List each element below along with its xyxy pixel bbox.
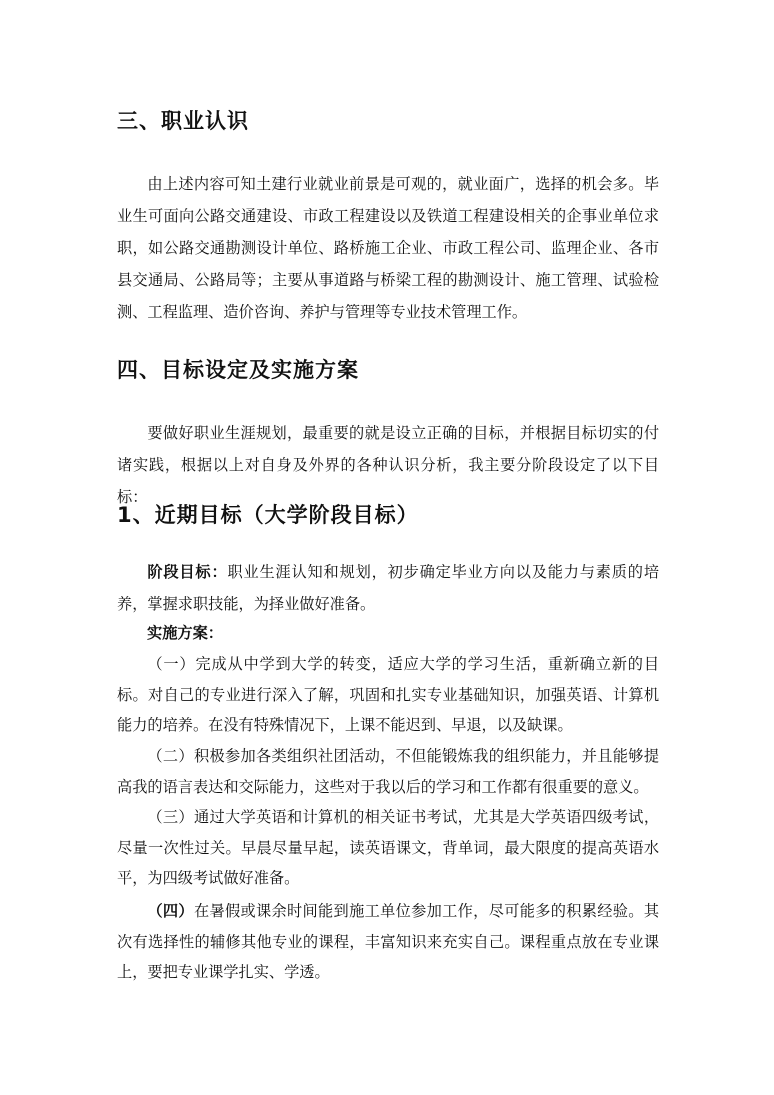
section-heading-short-term: 1、近期目标（大学阶段目标）: [117, 503, 419, 527]
plan-item-text: 积极参加各类组织社团活动，不但能锻炼我的组织能力，并且能够提高我的语言表达和交际能力，这些对于我以后的学习和工作都有很重要的意义。: [117, 747, 660, 796]
plan-item-marker: （二）: [147, 747, 194, 765]
stage-goal-label: 阶段目标：: [147, 563, 228, 581]
plan-item-marker: （四）: [147, 902, 194, 920]
stage-goal-text: 职业生涯认知和规划，初步确定毕业方向以及能力与素质的培养，掌握求职技能，为择业做好准备。: [117, 563, 660, 613]
plan-item-text: 通过大学英语和计算机的相关证书考试，尤其是大学英语四级考试，尽量一次性过关。早晨尽量早起，读英语课文，背单词，最大限度的提高英语水平，为四级考试做好准备。: [117, 808, 660, 887]
plan-item-4: [117, 896, 659, 988]
plan-item-marker: （一）: [147, 655, 196, 673]
plan-item-1: [117, 649, 659, 741]
career-awareness-paragraph: 由上述内容可知土建行业就业前景是可观的，就业面广，选择的机会多。毕业生可面向公路交通建设、市政工程建设以及铁道工程建设相关的企事业单位求职，如公路交通勘测设计单位、路桥施工企业、市政工程公司、监理企业、各市县交通局、公路局等；主要从事道路与桥梁工程的勘测设计、施工管理、试验检测、工程监理、造价咨询、养护与管理等专业技术管理工作。: [117, 175, 659, 321]
stage-goal-paragraph: [117, 556, 659, 620]
plan-item-3: [117, 802, 659, 894]
plan-item-text: 在暑假或课余时间能到施工单位参加工作，尽可能多的积累经验。其次有选择性的辅修其他专业的课程，丰富知识来充实自己。课程重点放在专业课上，要把专业课学扎实、学透。: [117, 902, 660, 981]
plan-item-text: 完成从中学到大学的转变，适应大学的学习生活，重新确立新的目标。对自己的专业进行深入了解，巩固和扎实专业基础知识，加强英语、计算机能力的培养。在没有特殊情况下，上课不能迟到、早退，以及缺课。: [117, 655, 660, 734]
section-heading-goals: 四、目标设定及实施方案: [117, 358, 359, 382]
section-heading-career-awareness: 三、职业认识: [117, 109, 249, 133]
goals-intro-paragraph: 要做好职业生涯规划，最重要的就是设立正确的目标，并根据目标切实的付诸实践，根据以上对自身及外界的各种认识分析，我主要分阶段设定了以下目标：: [117, 424, 659, 506]
plan-label: 实施方案：: [147, 624, 223, 642]
plan-item-marker: （三）: [147, 808, 194, 826]
plan-item-2: [117, 741, 659, 802]
